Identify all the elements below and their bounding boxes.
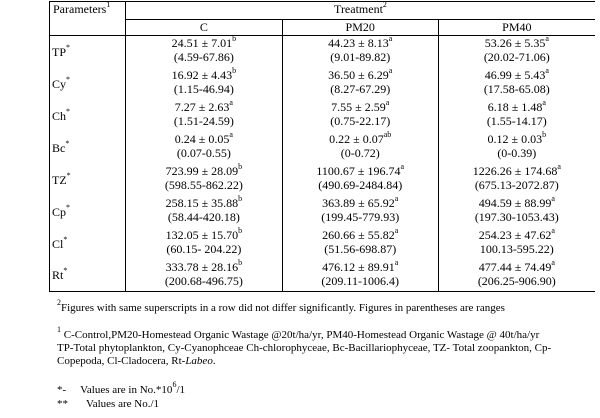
cell-mean-value: 1100.67 ± 196.74 bbox=[316, 163, 401, 178]
cell-pm20 bbox=[282, 257, 438, 292]
cell-mean-value: 7.27 ± 2.63 bbox=[174, 99, 230, 114]
cell-significance-sup: a bbox=[551, 193, 555, 203]
cell-mean bbox=[439, 193, 595, 210]
cell-mean-value: 16.92 ± 4.43 bbox=[171, 67, 233, 82]
footnote-treatments-sup: 1 bbox=[57, 325, 61, 335]
cell-mean-value: 0.24 ± 0.05 bbox=[174, 131, 230, 146]
cell-mean bbox=[126, 193, 282, 210]
parameter-sup: * bbox=[65, 138, 70, 148]
cell-range: (1.15-46.94) bbox=[173, 81, 234, 96]
cell-c bbox=[125, 36, 282, 68]
cell-significance-sup: a bbox=[545, 34, 549, 43]
footnote-star-1-unit: /1 bbox=[176, 384, 185, 396]
cell-significance-sup: b bbox=[542, 129, 547, 139]
parameter-sup: * bbox=[66, 202, 71, 212]
cell-significance-sup: a bbox=[542, 97, 546, 107]
footnote-abbreviations-2-text: Copepoda, Cl-Cladocera, bbox=[57, 355, 172, 367]
cell-pm40 bbox=[438, 193, 595, 228]
footnote-star-1-text: Values are in No.*10 bbox=[80, 384, 173, 396]
cell-mean bbox=[283, 193, 438, 210]
cell-significance-sup: b bbox=[238, 257, 243, 267]
treatment-header-label: Treatment bbox=[334, 2, 383, 16]
footnote-star-2 bbox=[57, 398, 159, 411]
cell-range: (0-0.39) bbox=[497, 145, 537, 160]
cell-significance-sup: a bbox=[394, 257, 399, 267]
cell-mean-value: 6.18 ± 1.48 bbox=[487, 99, 543, 114]
cell-c bbox=[125, 129, 282, 164]
cell-mean-value: 24.51 ± 7.01 bbox=[171, 36, 233, 50]
cell-mean bbox=[126, 225, 282, 242]
cell-mean-value: 132.05 ± 15.70 bbox=[165, 227, 239, 242]
cell-significance-sup: b bbox=[238, 161, 243, 171]
footnote-abbreviations-1: TP-Total phytoplankton, Cy-Cyanophceae Ch-chlorophyceae, Bc-Bacillariophyceae, TZ- Total zoopankton, Cp- bbox=[57, 342, 552, 354]
cell-mean-value: 494.59 ± 88.99 bbox=[478, 195, 552, 210]
cell-range: (199.45-779.93) bbox=[321, 209, 400, 224]
row-parameter bbox=[50, 132, 126, 164]
cell-range: (60.15- 204.22) bbox=[166, 241, 242, 256]
table-row bbox=[50, 164, 596, 196]
cell-mean bbox=[126, 257, 282, 274]
parameter-name: Cp bbox=[52, 204, 67, 219]
cell-pm20 bbox=[282, 225, 438, 260]
cell-range: (197.30-1053.43) bbox=[474, 209, 559, 224]
parameters-header-label: Parameters bbox=[53, 2, 107, 16]
cell-mean bbox=[283, 225, 438, 242]
cell-significance-sup: a bbox=[388, 65, 393, 75]
cell-significance-sup: a bbox=[557, 161, 561, 171]
cell-c bbox=[125, 65, 282, 100]
cell-mean bbox=[126, 65, 282, 82]
cell-mean-value: 363.89 ± 65.92 bbox=[322, 195, 395, 210]
cell-mean bbox=[439, 65, 595, 82]
cell-c bbox=[125, 225, 282, 260]
parameter-name: TZ bbox=[52, 172, 67, 187]
cell-mean bbox=[439, 225, 595, 242]
row-parameter bbox=[50, 260, 126, 292]
cell-pm20 bbox=[282, 36, 438, 68]
parameters-header-sup: 1 bbox=[106, 0, 111, 9]
footnote-star-1-mark: *- bbox=[57, 384, 67, 396]
table-row bbox=[50, 68, 596, 100]
cell-pm40 bbox=[438, 36, 595, 68]
cell-mean bbox=[439, 36, 595, 50]
cell-pm20 bbox=[282, 193, 438, 228]
cell-mean-value: 260.66 ± 55.82 bbox=[322, 227, 395, 242]
cell-mean-value: 53.26 ± 5.35 bbox=[484, 36, 546, 50]
parameter-name: Rt bbox=[52, 268, 64, 283]
cell-mean-value: 477.44 ± 74.49 bbox=[478, 259, 552, 274]
cell-mean bbox=[439, 161, 595, 178]
cell-range: (598.55-862.22) bbox=[164, 177, 243, 192]
parameter-name: Cy bbox=[52, 76, 67, 91]
header-row-1 bbox=[50, 2, 596, 20]
cell-mean bbox=[283, 161, 438, 178]
cell-mean-value: 0.12 ± 0.03 bbox=[487, 131, 543, 146]
cell-mean bbox=[283, 257, 438, 274]
cell-c bbox=[125, 257, 282, 292]
treatment-header-sup: 2 bbox=[382, 0, 387, 9]
cell-mean bbox=[126, 97, 282, 114]
row-parameter bbox=[50, 164, 126, 196]
results-table bbox=[49, 1, 595, 292]
cell-range: (490.69-2484.84) bbox=[318, 177, 403, 192]
table-row bbox=[50, 196, 596, 228]
footnote-star-2-text: Values are No./1 bbox=[86, 398, 160, 410]
cell-pm20 bbox=[282, 161, 438, 196]
table-row bbox=[50, 36, 596, 68]
footnote-labeo-italic: Labeo bbox=[185, 355, 213, 367]
cell-mean bbox=[283, 65, 438, 82]
cell-range: (209.11-1006.4) bbox=[321, 273, 399, 288]
row-parameter bbox=[50, 100, 126, 132]
cell-mean-value: 44.23 ± 8.13 bbox=[328, 36, 389, 50]
footnote-significance bbox=[57, 298, 505, 315]
row-parameter bbox=[50, 36, 126, 68]
cell-range: (4.59-67.86) bbox=[173, 50, 234, 64]
cell-mean-value: 7.55 ± 2.59 bbox=[331, 99, 386, 114]
cell-significance-sup: a bbox=[229, 97, 233, 107]
cell-significance-sup: b bbox=[238, 225, 243, 235]
header-row-2 bbox=[50, 20, 596, 36]
cell-range: (9.01-89.82) bbox=[330, 50, 391, 64]
cell-pm40 bbox=[438, 129, 595, 164]
cell-significance-sup: ab bbox=[383, 129, 392, 139]
footnote-significance-text: Figures with same superscripts in a row did not differ significantly. Figures in parentheses are ranges bbox=[61, 302, 505, 314]
cell-range: (206.25-906.90) bbox=[477, 273, 556, 288]
row-parameter bbox=[50, 68, 126, 100]
cell-c bbox=[125, 161, 282, 196]
cell-pm20 bbox=[282, 97, 438, 132]
column-header-pm40: PM40 bbox=[438, 20, 595, 36]
cell-mean bbox=[439, 129, 595, 146]
table-row bbox=[50, 132, 596, 164]
cell-pm20 bbox=[282, 65, 438, 100]
cell-significance-sup: a bbox=[385, 97, 390, 107]
cell-range: (20.02-71.06) bbox=[483, 50, 550, 64]
cell-c bbox=[125, 193, 282, 228]
cell-range: (58.44-420.18) bbox=[167, 209, 240, 224]
parameter-sup: * bbox=[63, 266, 68, 276]
cell-mean bbox=[283, 129, 438, 146]
footnote-abbreviations-end: . bbox=[212, 355, 216, 367]
cell-mean-value: 0.22 ± 0.07 bbox=[329, 131, 384, 146]
cell-mean-value: 36.50 ± 6.29 bbox=[328, 67, 389, 82]
cell-range: (51.56-698.87) bbox=[324, 241, 397, 256]
cell-pm40 bbox=[438, 225, 595, 260]
cell-significance-sup: b bbox=[232, 65, 237, 75]
footnote-star-1 bbox=[57, 380, 185, 397]
column-header-pm20: PM20 bbox=[282, 20, 438, 36]
cell-range: (1.51-24.59) bbox=[173, 113, 234, 128]
cell-range: 100.13-595.22) bbox=[479, 241, 554, 256]
cell-significance-sup: a bbox=[388, 34, 393, 43]
cell-mean-value: 1226.26 ± 174.68 bbox=[472, 163, 558, 178]
cell-pm20 bbox=[282, 129, 438, 164]
table-row bbox=[50, 260, 596, 292]
cell-pm40 bbox=[438, 257, 595, 292]
cell-significance-sup: a bbox=[394, 193, 399, 203]
cell-mean bbox=[126, 161, 282, 178]
table-row bbox=[50, 100, 596, 132]
cell-mean-value: 723.99 ± 28.09 bbox=[165, 163, 239, 178]
cell-mean bbox=[126, 36, 282, 50]
cell-mean bbox=[283, 97, 438, 114]
parameter-sup: * bbox=[63, 234, 68, 244]
cell-pm40 bbox=[438, 97, 595, 132]
cell-range: (200.68-496.75) bbox=[164, 273, 243, 288]
footnote-treatments bbox=[57, 325, 540, 342]
cell-mean bbox=[439, 257, 595, 274]
cell-significance-sup: a bbox=[545, 65, 549, 75]
footnote-abbreviations-2 bbox=[57, 355, 216, 368]
treatment-header bbox=[125, 2, 595, 20]
parameter-name: Bc bbox=[52, 140, 66, 155]
footnote-star-1-sup: 6 bbox=[172, 380, 177, 390]
cell-range: (675.13-2072.87) bbox=[474, 177, 559, 192]
parameter-name: Cl bbox=[52, 236, 64, 251]
parameter-sup: * bbox=[66, 106, 71, 116]
cell-range: (17.58-65.08) bbox=[483, 81, 550, 96]
parameter-sup: * bbox=[66, 170, 71, 180]
cell-significance-sup: a bbox=[551, 257, 555, 267]
footnote-significance-sup: 2 bbox=[57, 298, 61, 308]
cell-mean-value: 258.15 ± 35.88 bbox=[165, 195, 239, 210]
cell-pm40 bbox=[438, 161, 595, 196]
parameter-sup: * bbox=[66, 74, 71, 84]
parameter-name: Ch bbox=[52, 108, 67, 123]
cell-range: (0-0.72) bbox=[340, 145, 380, 160]
table-row bbox=[50, 228, 596, 260]
cell-significance-sup: a bbox=[551, 225, 555, 235]
row-parameter bbox=[50, 196, 126, 228]
cell-pm40 bbox=[438, 65, 595, 100]
cell-significance-sup: a bbox=[400, 161, 405, 171]
parameters-header bbox=[50, 2, 126, 36]
footnote-treatments-text: C-Control,PM20-Homestead Organic Wastage @20t/ha/yr, PM40-Homestead Organic Wastage @ 40t/ha/yr bbox=[61, 329, 540, 341]
cell-mean bbox=[439, 97, 595, 114]
cell-range: (8.27-67.29) bbox=[330, 81, 391, 96]
cell-significance-sup: b bbox=[232, 34, 237, 43]
table-body bbox=[50, 36, 596, 292]
cell-mean-value: 46.99 ± 5.43 bbox=[484, 67, 546, 82]
parameter-name: TP bbox=[52, 44, 67, 59]
cell-range: (0.07-0.55) bbox=[176, 145, 231, 160]
cell-mean bbox=[126, 129, 282, 146]
cell-mean-value: 254.23 ± 47.62 bbox=[478, 227, 552, 242]
cell-mean-value: 333.78 ± 28.16 bbox=[165, 259, 239, 274]
footnote-star-2-mark: ** bbox=[57, 398, 68, 410]
footnote-rt-label: Rt- bbox=[171, 355, 186, 367]
cell-mean-value: 476.12 ± 89.91 bbox=[322, 259, 395, 274]
column-header-c: C bbox=[125, 20, 282, 36]
cell-c bbox=[125, 97, 282, 132]
row-parameter bbox=[50, 228, 126, 260]
cell-significance-sup: a bbox=[229, 129, 233, 139]
cell-significance-sup: b bbox=[238, 193, 243, 203]
cell-range: (0.75-22.17) bbox=[330, 113, 391, 128]
cell-significance-sup: a bbox=[394, 225, 399, 235]
parameter-sup: * bbox=[66, 42, 71, 52]
cell-range: (1.55-14.17) bbox=[486, 113, 547, 128]
cell-mean bbox=[283, 36, 438, 50]
